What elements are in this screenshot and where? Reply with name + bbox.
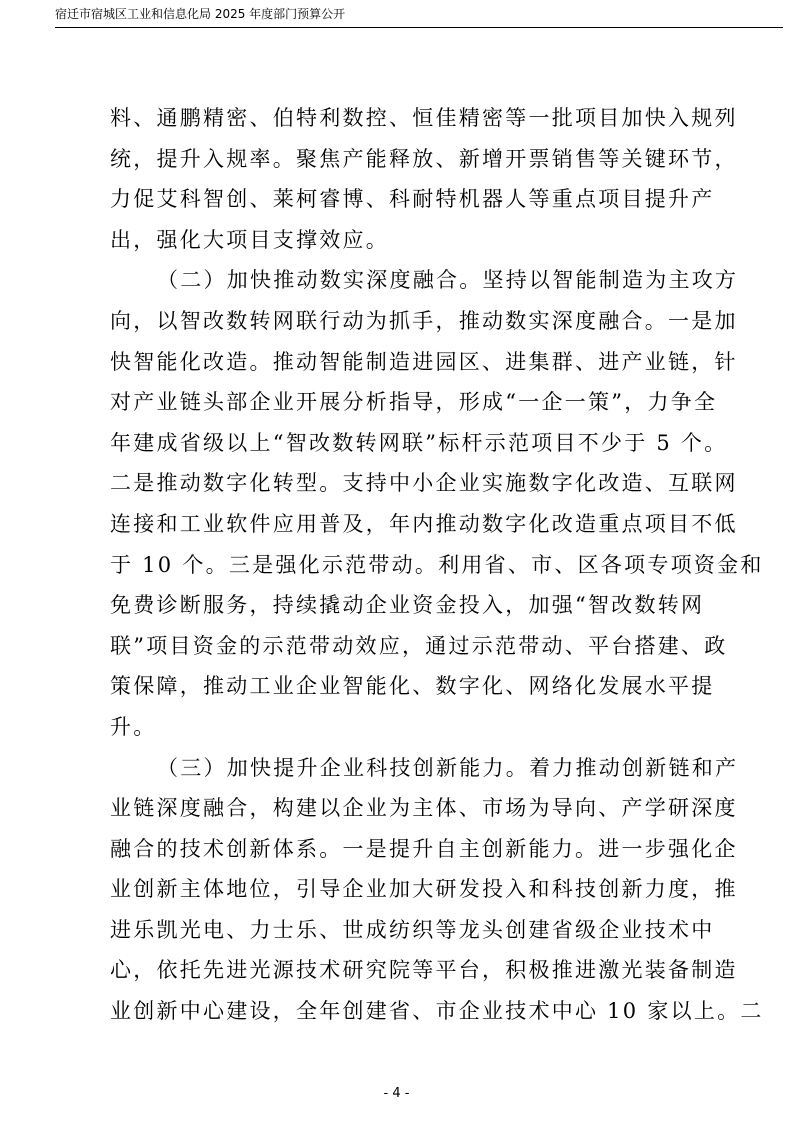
text-line: 融合的技术创新体系。一是提升自主创新能力。进一步强化企 — [110, 836, 738, 861]
header-divider — [55, 27, 783, 28]
text-line: 免费诊断服务，持续撬动企业资金投入，加强“智改数转网 — [110, 593, 705, 618]
text-line: 二是推动数字化转型。支持中小企业实施数字化改造、互联网 — [110, 471, 738, 496]
text-line: 策保障，推动工业企业智能化、数字化、网络化发展水平提 — [110, 674, 715, 699]
text-line: 于 10 个。三是强化示范带动。利用省、市、区各项专项资金和 — [110, 552, 764, 577]
document-body — [110, 98, 764, 1032]
text-line: 料、通鹏精密、伯特利数控、恒佳精密等一批项目加快入规列 — [110, 106, 738, 130]
text-line: 进乐凯光电、力士乐、世成纺织等龙头创建省级企业技术中 — [110, 917, 715, 942]
text-line: 对产业链头部企业开展分析指导，形成“一企一策”，力争全 — [110, 390, 718, 415]
section-heading-line: （三）加快提升企业科技创新能力。着力推动创新链和产 — [157, 755, 739, 780]
text-line: 升。 — [110, 714, 157, 739]
text-line: 出，强化大项目支撑效应。 — [110, 227, 389, 252]
text-line: 业创新主体地位，引导企业加大研发投入和科技创新力度，推 — [110, 877, 738, 902]
text-line: 快智能化改造。推动智能制造进园区、进集群、进产业链，针 — [110, 349, 738, 374]
section-heading-line: （二）加快推动数实深度融合。坚持以智能制造为主攻方 — [157, 268, 739, 293]
running-header: 宿迁市宿城区工业和信息化局 2025 年度部门预算公开 — [55, 7, 346, 21]
text-line: 向，以智改数转网联行动为抓手，推动数实深度融合。一是加 — [110, 308, 738, 333]
text-line: 业链深度融合，构建以企业为主体、市场为导向、产学研深度 — [110, 796, 738, 821]
text-line: 力促艾科智创、莱柯睿博、科耐特机器人等重点项目提升产 — [110, 187, 715, 212]
text-line: 连接和工业软件应用普及，年内推动数字化改造重点项目不低 — [110, 511, 738, 536]
text-line: 业创新中心建设，全年创建省、市企业技术中心 10 家以上。二 — [110, 999, 764, 1024]
text-line: 统，提升入规率。聚焦产能释放、新增开票销售等关键环节， — [110, 146, 738, 171]
text-line: 年建成省级以上“智改数转网联”标杆示范项目不少于 5 个。 — [110, 430, 728, 455]
page-number: - 4 - — [383, 1086, 410, 1101]
text-line: 联”项目资金的示范带动效应，通过示范带动、平台搭建、政 — [110, 633, 728, 658]
text-line: 心，依托先进光源技术研究院等平台，积极推进激光装备制造 — [110, 958, 738, 983]
